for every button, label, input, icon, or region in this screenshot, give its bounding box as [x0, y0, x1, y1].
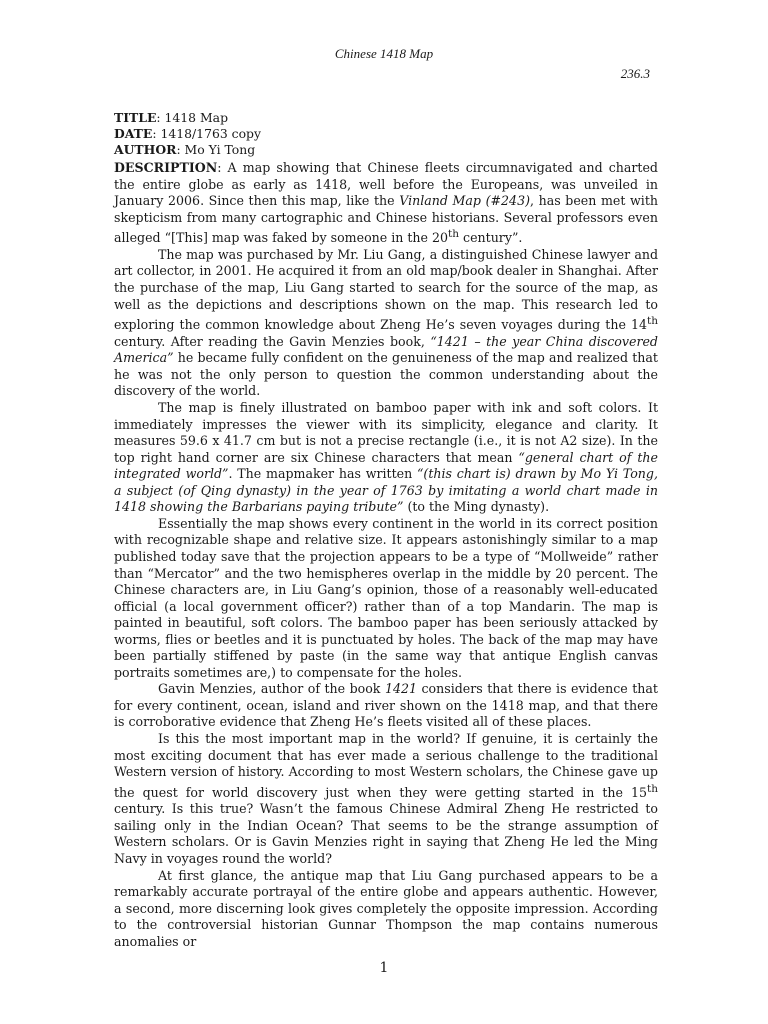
date-line	[114, 126, 659, 142]
date-value: : 1418/1763 copy	[152, 126, 261, 141]
author-line	[114, 142, 659, 158]
paragraph-first-glance: At first glance, the antique map that Liu Gang purchased appears to be a remarkably accurate portrayal of the entire globe and appears authentic. However, a second, more discerning look gives completely the opposite impression. According to the controversial historian Gunnar Thompson the map contains numerous anomalies or	[114, 867, 658, 949]
title-label: TITLE	[114, 110, 157, 125]
metadata-block	[114, 110, 659, 158]
text-run: century”.	[459, 230, 523, 246]
superscript: th	[647, 782, 658, 795]
text-run: Is this the most important map in the world? If genuine, it is certainly the most exciting document that has ever made a serious challenge to the traditional Western version of history. According to most Western scholars, the Chinese gave up the quest for world discovery just when they were getting started in the 15	[114, 730, 658, 800]
paragraph-menzies	[114, 681, 658, 731]
mapmaker-inscription: “(this chart is) drawn by Mo Yi Tong, a subject (of Qing dynasty) in the year of 1763 by imitating a world chart made in 1418 showing the Barbarians paying tribute”	[114, 466, 658, 515]
text-run: considers that there is evidence that for every continent, ocean, island and river shown on the 1418 map, and that there is corroborative evidence that Zheng He’s fleets visited all of these places.	[114, 681, 658, 730]
superscript: th	[647, 315, 658, 328]
text-run: he became fully confident on the genuineness of the map and realized that he was not the only person to question the common understanding about the discovery of the world.	[114, 350, 658, 399]
book-title: “1421 – the year China discovered America”	[114, 333, 658, 366]
paragraph-importance	[114, 731, 658, 868]
text-run: century. After reading the Gavin Menzies book,	[114, 333, 431, 349]
text-run: The map was purchased by Mr. Liu Gang, a distinguished Chinese lawyer and art collector, in 2001. He acquired it from an old map/book dealer in Shanghai. After the purchase of the map, Liu Gang started to search for the source of the map, as well as the depictions and descriptions shown on the map. This research led to exploring the common knowledge about Zheng He’s seven voyages during the 14	[114, 246, 658, 333]
date-label: DATE	[114, 126, 153, 141]
paragraph-description	[114, 160, 658, 247]
paragraph-illustration	[114, 400, 658, 516]
text-run: . The mapmaker has written	[228, 466, 417, 482]
text-run: century. Is this true? Wasn’t the famous Chinese Admiral Zheng He restricted to sailing only in the Indian Ocean? That seems to be the strange assumption of Western scholars. Or is Gavin Menzies right in saying that Zheng He led the Ming Navy in voyages round the world?	[114, 801, 658, 866]
title-value: : 1418 Map	[156, 110, 228, 125]
author-label: AUTHOR	[114, 142, 177, 157]
chinese-characters-quote: “general chart of the integrated world”	[114, 449, 658, 482]
body-text	[114, 160, 658, 950]
text-run: Gavin Menzies, author of the book	[158, 681, 385, 697]
paragraph-purchase	[114, 247, 658, 400]
book-title: 1421	[384, 681, 417, 697]
reference-number: 236.3	[620, 66, 650, 81]
title-line	[114, 110, 659, 126]
running-title: Chinese 1418 Map	[334, 46, 434, 61]
author-value: : Mo Yi Tong	[176, 142, 256, 157]
text-run: The map is finely illustrated on bamboo paper with ink and soft colors. It immediately impresses the viewer with its simplicity, elegance and clarity. It measures 59.6 x 41.7 cm but is not a precise rectangle (i.e., it is not A2 size). In the top right hand corner are six Chinese characters that mean	[114, 400, 658, 465]
vinland-map-reference: Vinland Map (#243)	[399, 193, 530, 209]
text-run: : A map showing that Chinese fleets circumnavigated and charted the entire globe as early as 1418, well before the Europeans, was unveiled in January 2006. Since then this map, like the	[114, 160, 658, 209]
text-run: , has been met with skepticism from many cartographic and Chinese historians. Several professors even alleged “[This] map was faked by someone in the 20	[114, 193, 658, 246]
paragraph-continents: Essentially the map shows every continent in the world in its correct position with recognizable shape and relative size. It appears astonishingly similar to a map published today save that the projection appears to be a type of “Mollweide” rather than “Mercator” and the two hemispheres overlap in the middle by 20 percent. The Chinese characters are, in Liu Gang’s opinion, those of a reasonably well-educated official (a local government officer?) rather than of a top Mandarin. The map is painted in beautiful, soft colors. The bamboo paper has been seriously attacked by worms, flies or beetles and it is punctuated by holes. The back of the map may have been partially stiffened by paste (in the same way that antique English canvas portraits sometimes are,) to compensate for the holes.	[114, 515, 658, 680]
text-run: (to the Ming dynasty).	[403, 499, 550, 515]
superscript: th	[448, 228, 460, 241]
page-number: 1	[379, 960, 389, 976]
description-label: DESCRIPTION	[114, 160, 218, 175]
